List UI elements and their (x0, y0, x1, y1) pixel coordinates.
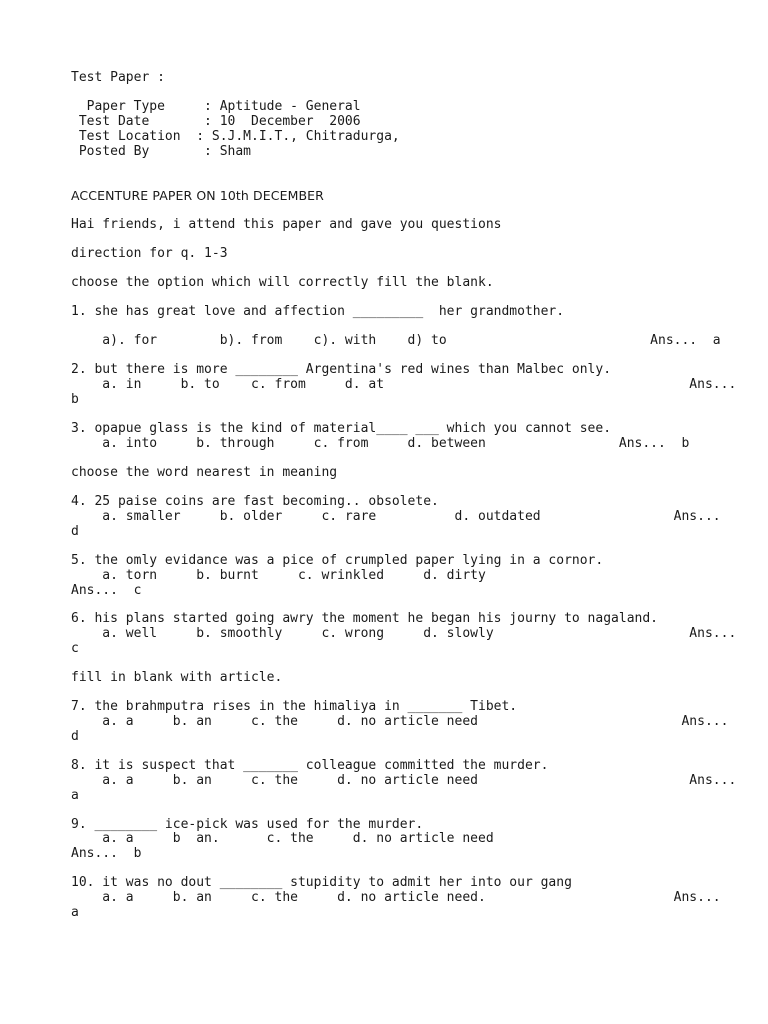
question-2-options: a. in b. to c. from d. at Ans... (71, 377, 737, 392)
question-10: 10. it was no dout ________ stupidity to admit her into our gang (71, 875, 572, 890)
question-2: 2. but there is more ________ Argentina's red wines than Malbec only. (71, 362, 612, 377)
meta-paper-type: Paper Type : Aptitude - General (71, 99, 361, 114)
question-5: 5. the omly evidance was a pice of crumpled paper lying in a cornor. (71, 553, 604, 568)
meta-test-date: Test Date : 10 December 2006 (71, 114, 361, 129)
question-4: 4. 25 paise coins are fast becoming.. obsolete. (71, 494, 439, 509)
question-4-options: a. smaller b. older c. rare d. outdated Ans... (71, 509, 721, 524)
doc-title: Test Paper : (71, 70, 165, 85)
question-7-options: a. a b. an c. the d. no article need Ans... (71, 714, 729, 729)
question-6-options: a. well b. smoothly c. wrong d. slowly Ans... (71, 626, 737, 641)
instruction-nearest-meaning: choose the word nearest in meaning (71, 465, 338, 480)
instruction-articles: fill in blank with article. (71, 670, 283, 685)
question-7: 7. the brahmputra rises in the himaliya in _______ Tibet. (71, 699, 518, 714)
question-3: 3. opapue glass is the kind of material____ ___ which you cannot see. (71, 421, 612, 436)
question-6-answer: c (71, 641, 79, 656)
question-5-answer: Ans... c (71, 583, 142, 598)
question-9-options: a. a b an. c. the d. no article need (71, 831, 494, 846)
question-9: 9. ________ ice-pick was used for the murder. (71, 817, 424, 832)
question-8: 8. it is suspect that _______ colleague committed the murder. (71, 758, 549, 773)
instruction-fill-blank: choose the option which will correctly fill the blank. (71, 275, 494, 290)
intro-text: Hai friends, i attend this paper and gave you questions (71, 217, 502, 232)
question-10-answer: a (71, 905, 79, 920)
question-1-options: a). for b). from c). with d) to Ans... a (71, 333, 721, 348)
question-1: 1. she has great love and affection _________ her grandmother. (71, 304, 565, 319)
question-10-options: a. a b. an c. the d. no article need. Ans... (71, 890, 721, 905)
question-8-options: a. a b. an c. the d. no article need Ans... (71, 773, 737, 788)
question-3-options: a. into b. through c. from d. between Ans... b (71, 436, 690, 451)
question-2-answer: b (71, 392, 79, 407)
question-8-answer: a (71, 788, 79, 803)
paper-heading: ACCENTURE PAPER ON 10th DECEMBER (71, 188, 324, 203)
question-6: 6. his plans started going awry the moment he began his journy to nagaland. (71, 611, 658, 626)
meta-test-location: Test Location : S.J.M.I.T., Chitradurga, (71, 129, 400, 144)
question-4-answer: d (71, 524, 79, 539)
question-9-answer: Ans... b (71, 846, 142, 861)
direction-text: direction for q. 1-3 (71, 246, 228, 261)
question-7-answer: d (71, 729, 79, 744)
meta-posted-by: Posted By : Sham (71, 144, 252, 159)
question-5-options: a. torn b. burnt c. wrinkled d. dirty (71, 568, 486, 583)
